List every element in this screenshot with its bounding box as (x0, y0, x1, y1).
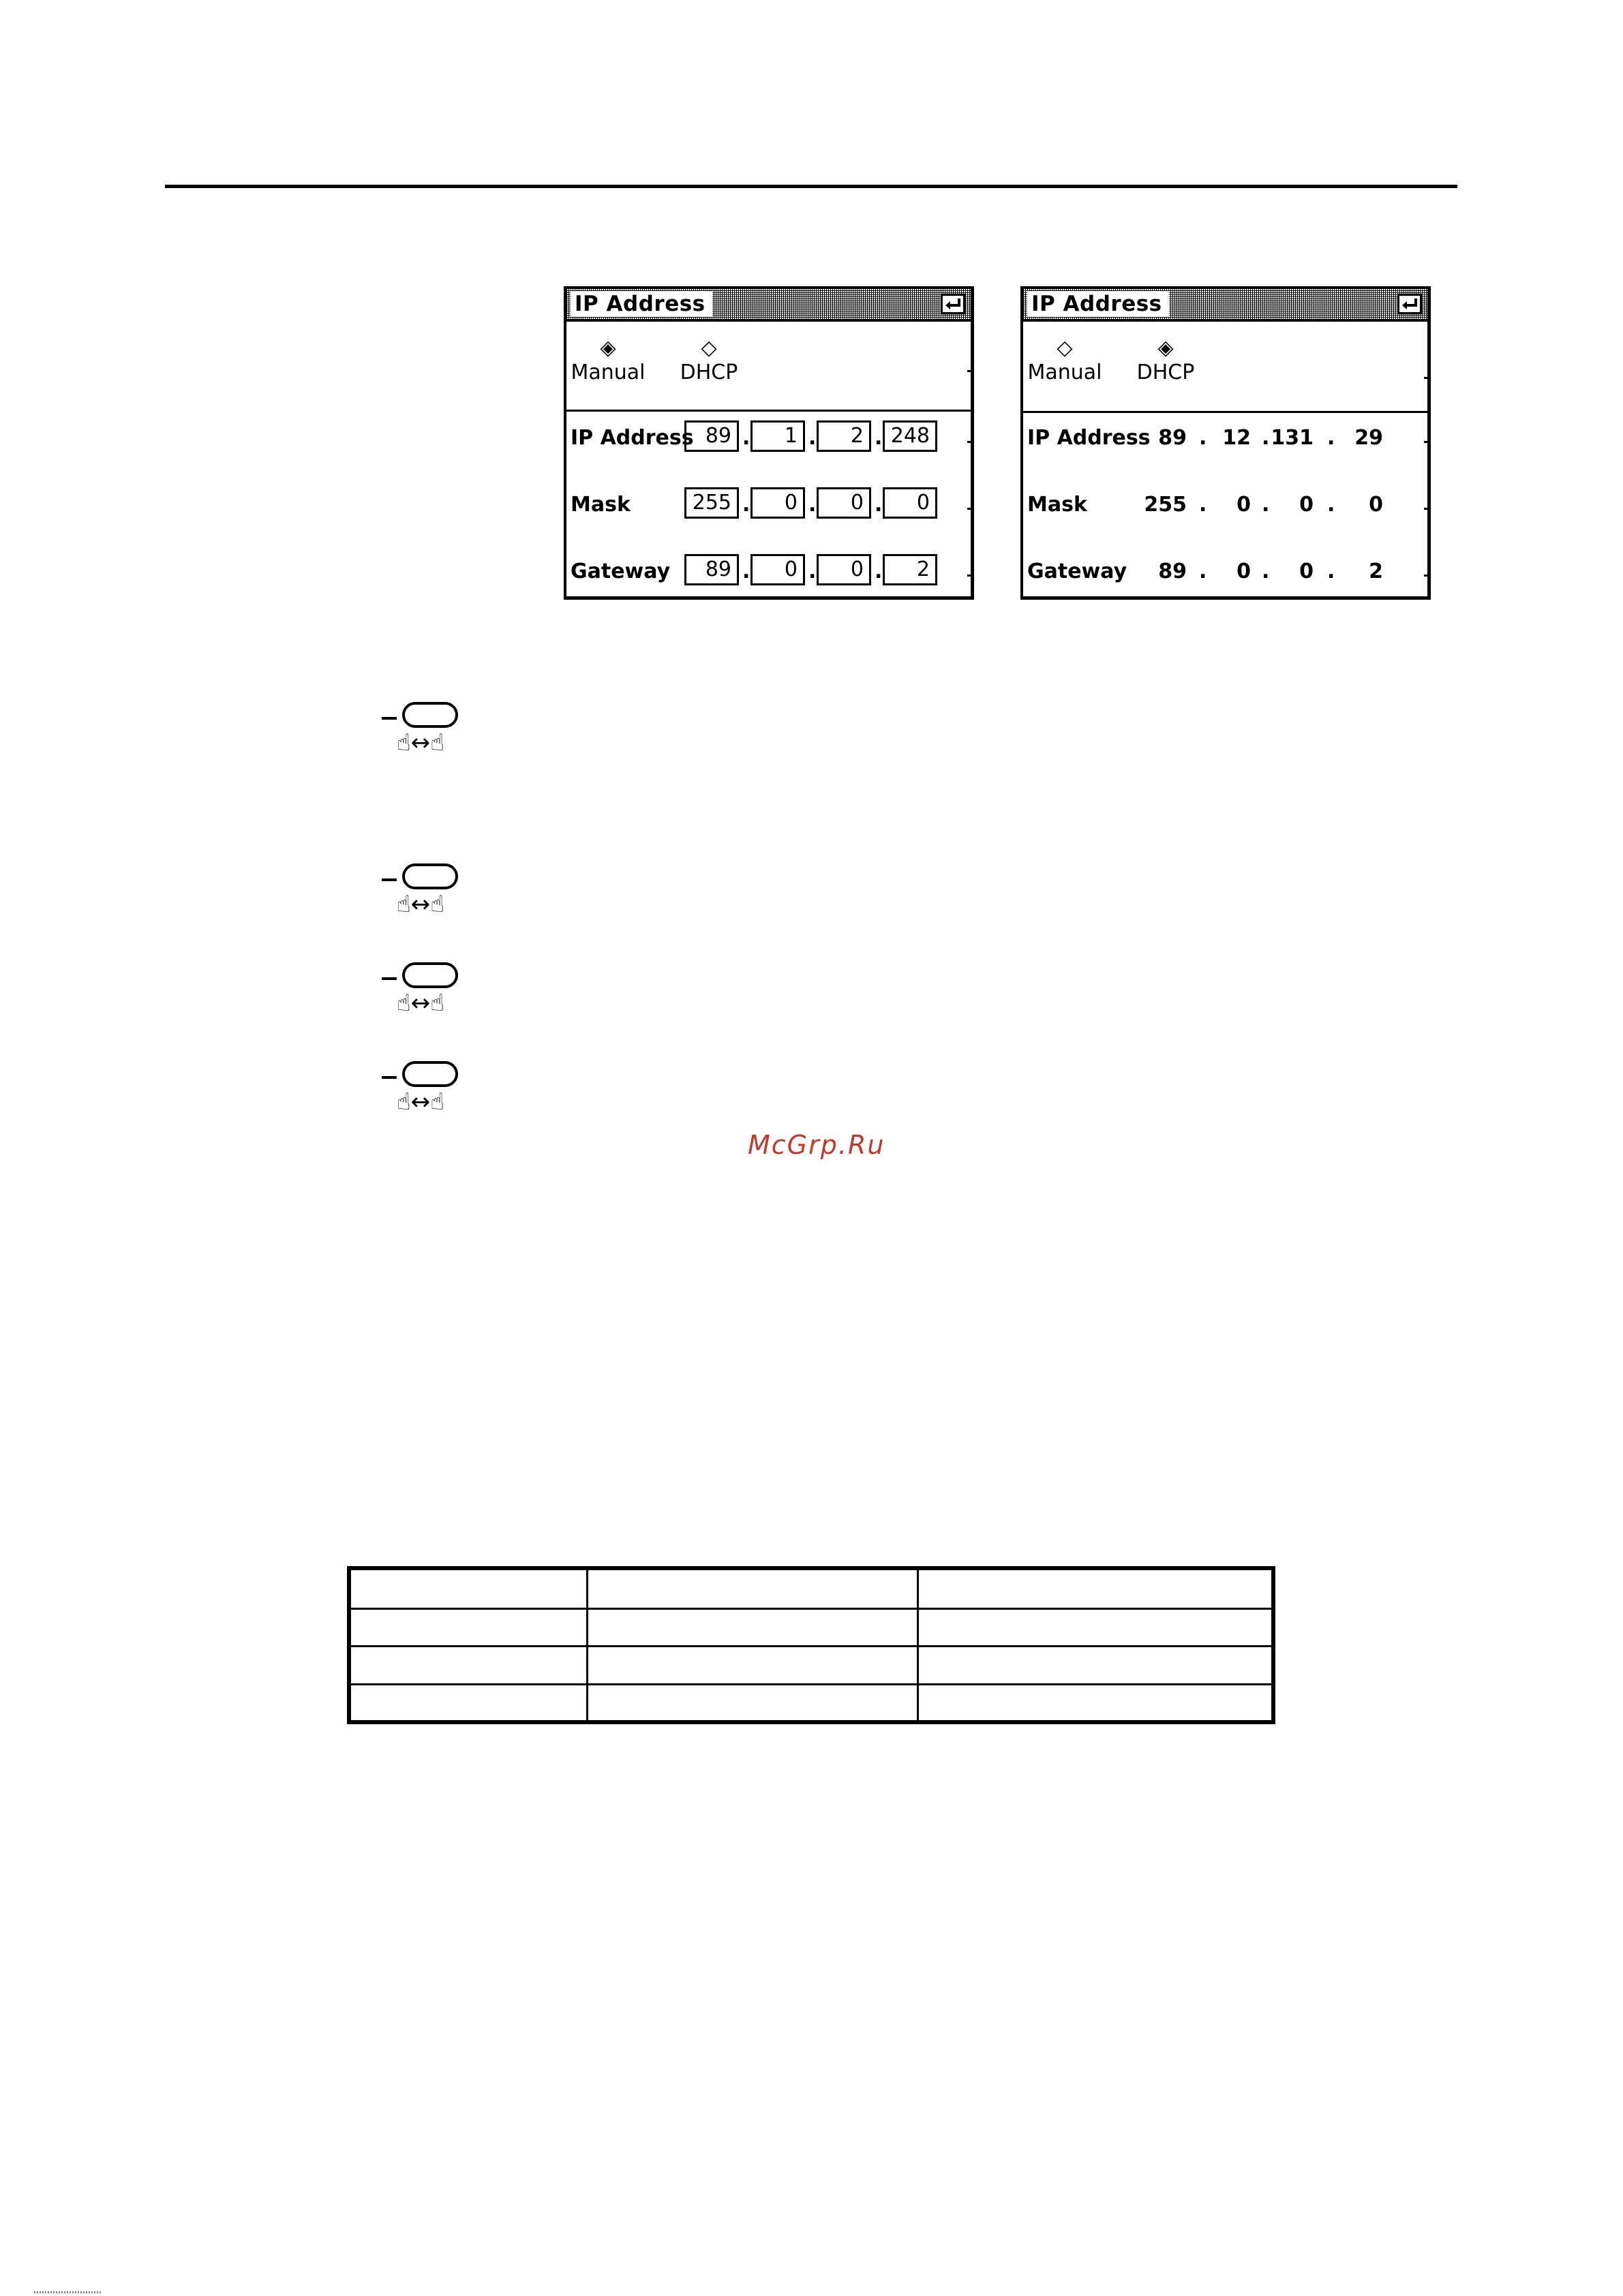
ip-address-panel-dhcp (1020, 286, 1431, 600)
octet-field[interactable]: 1 (750, 420, 805, 452)
title-bar (566, 288, 971, 322)
panel-title: IP Address (1027, 291, 1169, 317)
octet-field[interactable]: 0 (750, 554, 805, 585)
octet-separator: . (808, 560, 817, 583)
scroll-tick (1424, 508, 1431, 510)
table-row-divider (351, 1683, 1271, 1685)
octet-separator: . (1262, 493, 1270, 517)
octet-field[interactable]: 89 (684, 554, 739, 585)
scroll-tick (967, 575, 974, 577)
mode-dhcp-radio[interactable] (1121, 336, 1210, 385)
octet-field[interactable]: 0 (817, 487, 871, 519)
octet-field[interactable]: 0 (750, 487, 805, 519)
table-row-divider (351, 1645, 1271, 1647)
octet-value: 2 (1369, 560, 1383, 583)
octet-separator: . (1199, 560, 1207, 583)
ip-address-panel-manual (564, 286, 974, 600)
mode-divider (566, 410, 971, 412)
softkey-symbol (382, 962, 464, 1017)
table-column-divider (586, 1570, 588, 1720)
row-label-mask: Mask (571, 493, 631, 517)
octet-value: 0 (1299, 493, 1314, 517)
octet-separator: . (808, 493, 817, 517)
octet-separator: . (742, 560, 750, 583)
softkey-symbol (382, 702, 464, 756)
enter-return-icon[interactable] (941, 294, 965, 314)
scroll-tick (967, 441, 974, 443)
octet-field[interactable]: 2 (817, 420, 871, 452)
finger-swap-icon: ☝↔☝ (397, 990, 444, 1017)
octet-field[interactable]: 2 (883, 554, 937, 585)
octet-field[interactable]: 248 (883, 420, 937, 452)
table-row-divider (351, 1608, 1271, 1610)
octet-separator: . (875, 426, 883, 450)
mode-divider (1023, 411, 1427, 413)
dash (382, 878, 397, 881)
softkey-icon (402, 863, 458, 889)
finger-swap-icon: ☝↔☝ (397, 891, 444, 918)
empty-table (347, 1566, 1275, 1724)
row-label-ip-address: IP Address (571, 426, 694, 450)
octet-separator: . (1262, 426, 1270, 450)
octet-separator: . (1327, 560, 1335, 583)
scroll-tick (967, 370, 974, 372)
row-label-gateway: Gateway (1027, 560, 1127, 583)
mode-label: Manual (1027, 361, 1102, 384)
softkey-icon (402, 702, 458, 728)
header-rule (165, 185, 1457, 188)
scroll-tick (1424, 441, 1431, 443)
octet-separator: . (1327, 493, 1335, 517)
row-label-ip-address: IP Address (1027, 426, 1151, 450)
dash (382, 1076, 397, 1079)
watermark: McGrp.Ru (748, 1130, 885, 1160)
octet-separator: . (1327, 426, 1335, 450)
softkey-icon (402, 962, 458, 988)
octet-value: 0 (1237, 493, 1251, 517)
row-label-gateway: Gateway (571, 560, 671, 583)
mode-label: DHCP (1136, 361, 1195, 384)
octet-separator: . (742, 493, 750, 517)
scroll-tick (967, 508, 974, 510)
radio-unselected-icon: ◇ (1057, 336, 1073, 360)
octet-field[interactable]: 0 (883, 487, 937, 519)
dash (382, 717, 397, 720)
finger-swap-icon: ☝↔☝ (397, 1088, 444, 1116)
softkey-symbol (382, 1061, 464, 1116)
octet-separator: . (1262, 560, 1270, 583)
octet-field[interactable]: 89 (684, 420, 739, 452)
panel-title: IP Address (571, 291, 712, 317)
table-column-divider (917, 1570, 919, 1720)
octet-separator: . (875, 493, 883, 517)
octet-field[interactable]: 255 (684, 487, 739, 519)
octet-separator: . (742, 426, 750, 450)
octet-separator: . (1199, 426, 1207, 450)
octet-value: 131 (1271, 426, 1314, 450)
enter-return-icon[interactable] (1397, 294, 1422, 314)
octet-value: 0 (1299, 560, 1314, 583)
octet-value: 0 (1369, 493, 1383, 517)
radio-selected-icon: ◈ (1157, 336, 1174, 360)
octet-value: 89 (1158, 426, 1187, 450)
mode-manual-radio[interactable] (564, 336, 652, 385)
dash (382, 977, 397, 980)
octet-separator: . (1199, 493, 1207, 517)
octet-field[interactable]: 0 (817, 554, 871, 585)
scroll-tick (1424, 575, 1431, 577)
softkey-symbol (382, 863, 464, 918)
octet-value: 0 (1237, 560, 1251, 583)
octet-value: 89 (1158, 560, 1187, 583)
mode-dhcp-radio[interactable] (665, 336, 753, 385)
scan-mark (34, 2291, 102, 2293)
octet-value: 12 (1222, 426, 1251, 450)
octet-separator: . (875, 560, 883, 583)
octet-separator: . (808, 426, 817, 450)
radio-selected-icon: ◈ (600, 336, 616, 360)
radio-unselected-icon: ◇ (701, 336, 717, 360)
mode-label: Manual (571, 361, 646, 384)
octet-value: 255 (1144, 493, 1187, 517)
mode-label: DHCP (680, 361, 738, 384)
octet-value: 29 (1354, 426, 1383, 450)
title-bar (1023, 288, 1427, 322)
scroll-tick (1424, 377, 1431, 379)
mode-manual-radio[interactable] (1020, 336, 1109, 385)
softkey-icon (402, 1061, 458, 1087)
finger-swap-icon: ☝↔☝ (397, 729, 444, 756)
row-label-mask: Mask (1027, 493, 1087, 517)
